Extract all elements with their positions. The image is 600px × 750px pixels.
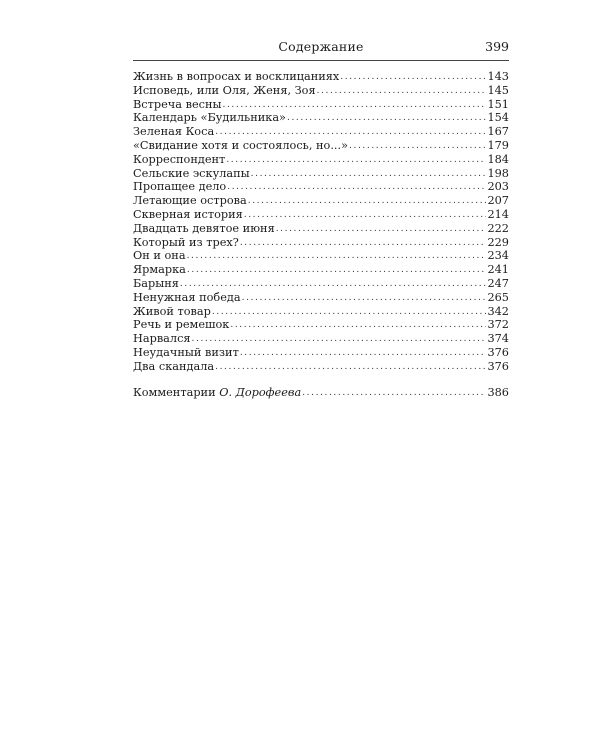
toc-entry	[133, 222, 509, 236]
dot-leader	[349, 140, 486, 154]
dot-leader	[222, 99, 486, 113]
toc-entry-title: «Свидание хотя и состоялось, но...»	[133, 138, 349, 152]
toc-entry-title: Исповедь, или Оля, Женя, Зоя	[133, 83, 316, 97]
toc-entry-title: Двадцать девятое июня	[133, 221, 275, 235]
toc-entry-page: 247	[487, 276, 509, 290]
toc-entry-page: 374	[487, 332, 509, 346]
toc-entry-page: 145	[487, 83, 509, 97]
toc-entry-page: 265	[487, 290, 509, 304]
toc-entry-title: Ненужная победа	[133, 290, 241, 304]
dot-leader	[248, 195, 487, 209]
toc-entry-page: 179	[487, 138, 509, 152]
dot-leader	[242, 292, 487, 306]
toc-entry-title: Летающие острова	[133, 194, 247, 208]
toc-entry	[133, 180, 509, 194]
toc-entry	[133, 332, 509, 346]
dot-leader	[287, 112, 486, 126]
toc-entry	[133, 125, 509, 139]
toc-entry	[133, 111, 509, 125]
toc-entry-page: 167	[487, 125, 509, 139]
toc-entry-page: 214	[487, 207, 509, 221]
table-of-contents	[133, 70, 509, 399]
toc-entry-page: 207	[487, 194, 509, 208]
toc-entry-page: 151	[487, 97, 509, 111]
toc-entry	[133, 346, 509, 360]
dot-leader	[251, 168, 487, 182]
toc-entry-title: Живой товар	[133, 304, 211, 318]
toc-entry	[133, 236, 509, 250]
toc-entry-page: 198	[487, 166, 509, 180]
dot-leader	[240, 347, 487, 361]
dot-leader	[317, 85, 487, 99]
toc-entry	[133, 360, 509, 374]
dot-leader	[302, 387, 486, 401]
toc-entry-page: 342	[487, 304, 509, 318]
commentary-page: 386	[487, 385, 509, 399]
toc-entry-page: 376	[487, 345, 509, 359]
dot-leader	[340, 71, 486, 85]
toc-entry-title: Который из трех?	[133, 235, 239, 249]
dot-leader	[212, 306, 487, 320]
toc-entry-title: Жизнь в вопросах и восклицаниях	[133, 70, 340, 83]
toc-entry-title: Встреча весны	[133, 97, 222, 111]
toc-entry	[133, 153, 509, 167]
toc-entry	[133, 277, 509, 291]
toc-entry-page: 143	[487, 70, 509, 83]
section-gap	[133, 374, 509, 386]
toc-entry-title: Барыня	[133, 276, 179, 290]
dot-leader	[180, 278, 487, 292]
toc-entry	[133, 249, 509, 263]
dot-leader	[192, 333, 487, 347]
toc-entry	[133, 291, 509, 305]
running-head	[133, 39, 509, 59]
toc-entry-title: Ярмарка	[133, 263, 186, 277]
toc-entry-title: Корреспондент	[133, 152, 226, 166]
commentary-label: Комментарии	[133, 385, 216, 399]
toc-entry-title: Он и она	[133, 249, 186, 263]
toc-entry	[133, 194, 509, 208]
toc-entry-page: 222	[487, 221, 509, 235]
dot-leader	[187, 250, 487, 264]
toc-entry-title: Нарвался	[133, 332, 191, 346]
toc-entry-commentary	[133, 386, 509, 400]
toc-entry-title: Календарь «Будильника»	[133, 111, 286, 125]
toc-entry-page: 184	[487, 152, 509, 166]
dot-leader	[240, 237, 487, 251]
toc-entry-page: 376	[487, 359, 509, 373]
toc-entry-title: Речь и ремешок	[133, 318, 230, 332]
toc-entry-title: Неудачный визит	[133, 345, 239, 359]
toc-entry-title: Зеленая Коса	[133, 125, 215, 139]
toc-entry-page: 241	[487, 263, 509, 277]
dot-leader	[227, 181, 486, 195]
toc-entry-page: 234	[487, 249, 509, 263]
dot-leader	[215, 126, 486, 140]
dot-leader	[276, 223, 487, 237]
dot-leader	[230, 319, 486, 333]
page-number: 399	[485, 39, 509, 54]
toc-entry	[133, 305, 509, 319]
toc-entry-title: Сельские эскулапы	[133, 166, 250, 180]
toc-entry-page: 154	[487, 111, 509, 125]
toc-entry-title: Скверная история	[133, 207, 243, 221]
toc-entry	[133, 84, 509, 98]
running-head-title: Содержание	[278, 39, 364, 54]
toc-entry-page: 203	[487, 180, 509, 194]
dot-leader	[187, 264, 487, 278]
toc-entry-title: Два скандала	[133, 359, 215, 373]
toc-entry	[133, 98, 509, 112]
toc-entry	[133, 139, 509, 153]
header-rule	[133, 60, 509, 61]
toc-entry	[133, 70, 509, 84]
toc-entry-title: Пропащее дело	[133, 180, 227, 194]
toc-entry	[133, 167, 509, 181]
toc-entry	[133, 208, 509, 222]
commentary-title	[133, 386, 301, 400]
toc-entry-page: 229	[487, 235, 509, 249]
toc-entry	[133, 263, 509, 277]
toc-entry-page: 372	[487, 318, 509, 332]
dot-leader	[226, 154, 486, 168]
toc-entry	[133, 318, 509, 332]
dot-leader	[244, 209, 487, 223]
commentary-author: О. Дорофеева	[219, 385, 302, 399]
dot-leader	[215, 361, 486, 375]
